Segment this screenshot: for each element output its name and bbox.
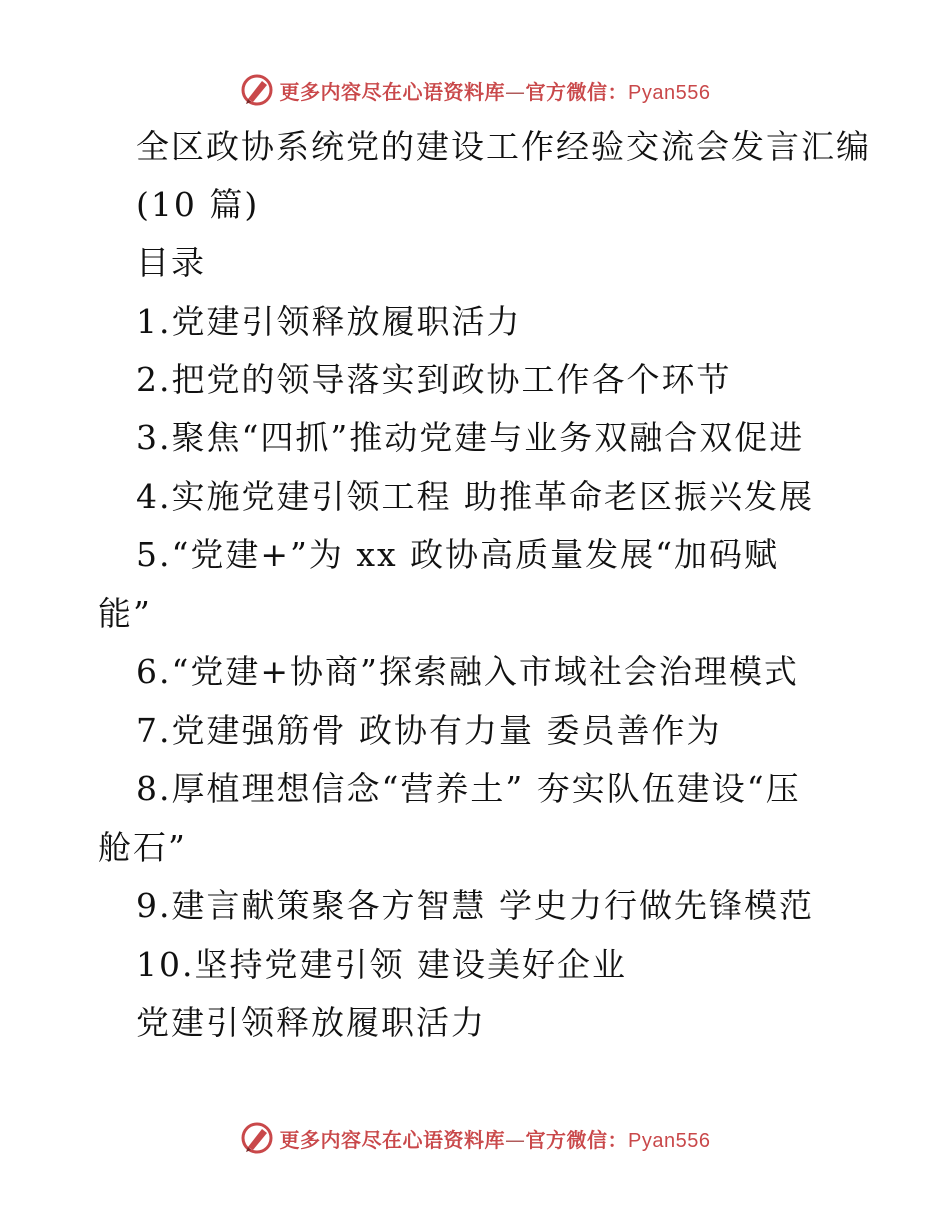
banner-separator: —	[505, 1127, 526, 1152]
banner-separator: —	[505, 79, 526, 104]
banner-main-text: 更多内容尽在心语资料库	[279, 1127, 506, 1152]
banner-wechat-id: Pyan556	[628, 1129, 711, 1152]
toc-item: 7.党建强筋骨 政协有力量 委员善作为	[136, 711, 722, 750]
section-heading: 党建引领释放履职活力	[136, 1003, 486, 1042]
toc-heading: 目录	[136, 243, 206, 282]
toc-item: 6.“党建+协商”探索融入市域社会治理模式	[136, 652, 799, 691]
toc-item: 3.聚焦“四抓”推动党建与业务双融合双促进	[136, 418, 805, 457]
toc-item: 2.把党的领导落实到政协工作各个环节	[136, 360, 732, 399]
toc-item-continuation: 舱石”	[98, 828, 187, 867]
header-banner	[0, 70, 950, 110]
pen-logo-icon	[240, 1121, 274, 1155]
document-title-line1: 全区政协系统党的建设工作经验交流会发言汇编	[136, 127, 871, 166]
toc-item-continuation: 能”	[98, 594, 152, 633]
banner-text	[280, 76, 711, 105]
footer-banner	[0, 1118, 950, 1158]
banner-wechat-label: 官方微信：	[525, 79, 629, 104]
banner-main-text: 更多内容尽在心语资料库	[279, 79, 506, 104]
toc-item: 1.党建引领释放履职活力	[136, 302, 522, 341]
document-title-line2: (10 篇)	[136, 185, 260, 224]
banner-wechat-id: Pyan556	[628, 81, 711, 104]
toc-item: 4.实施党建引领工程 助推革命老区振兴发展	[136, 477, 814, 516]
toc-item: 10.坚持党建引领 建设美好企业	[136, 945, 627, 984]
toc-item: 9.建言献策聚各方智慧 学史力行做先锋模范	[136, 886, 814, 925]
toc-item: 5.“党建+”为 xx 政协高质量发展“加码赋	[136, 535, 779, 574]
toc-item: 8.厚植理想信念“营养土” 夯实队伍建设“压	[136, 769, 801, 808]
pen-logo-icon	[240, 73, 274, 107]
banner-wechat-label: 官方微信：	[525, 1127, 629, 1152]
banner-text	[280, 1124, 711, 1153]
